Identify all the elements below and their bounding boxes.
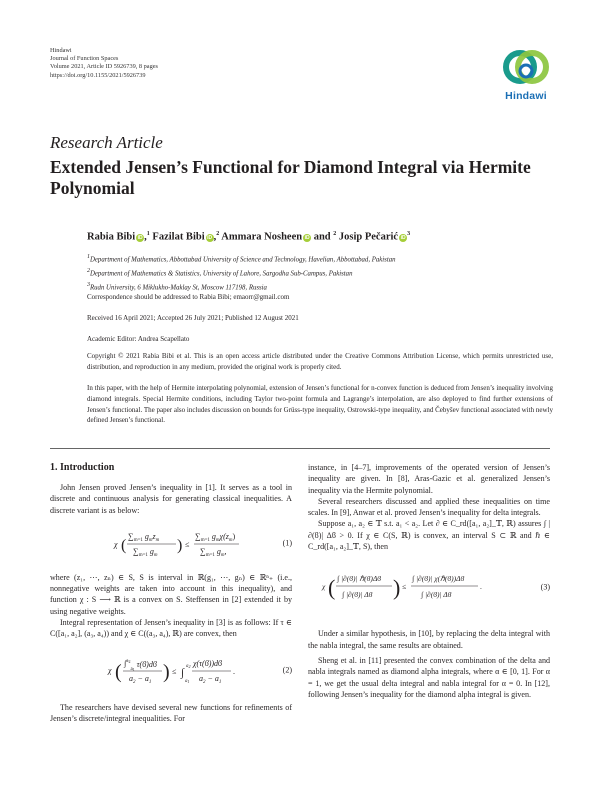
journal-doi[interactable]: https://doi.org/10.1155/2021/5926739 (50, 71, 146, 79)
dates: Received 16 April 2021; Accepted 26 July 2021; Published 12 August 2021 (87, 314, 299, 322)
hindawi-logo-text: Hindawi (505, 90, 547, 102)
paragraph: Under a similar hypothesis, in [10], by replacing the delta integral with the nabla integral, the same results are obtained. (308, 629, 550, 650)
abstract: In this paper, with the help of Hermite interpolating polynomial, extension of Jensen’s functional for n-convex function is deduced from Jensen’s inequality involving diamond integrals. Special Hermite conditions, including Taylor two-point formula and Lagrange’s interpolation, are also deployed to find further extensions of Jensen’s functional. The paper also includes discussion on bounds for Grüss-type inequality, Ostrowski-type inequality, and Čebyšev functional associated with newly defined Jensen’s functional. (87, 384, 553, 425)
equation-2-math (50, 644, 250, 696)
paragraph: Sheng et al. in [11] presented the convex combination of the delta and nabla integrals named as diamond alpha integrals, where α ∈ [0, 1]. For α = 1, we get the usual delta integral and nabla integral for α = 0. In [12], following Jensen’s inequality for the diamond alpha integral is given. (308, 655, 550, 699)
paragraph: The researchers have devised several new functions for refinements of Jensen’s discrete/integral inequalities. For (50, 702, 292, 723)
orcid-icon[interactable]: iD (400, 234, 406, 241)
equation-number: (2) (282, 665, 292, 675)
equation-3-math (308, 558, 533, 616)
author-list: Rabia Bibi iD ,$^1$ Fazilat Bibi iD ,$^2$ Ammara Nosheen iD and $^2$ Josip Pečarić $iD^3$ (87, 231, 411, 243)
svg-text:(: ( (115, 660, 122, 683)
section-heading: 1. Introduction (50, 462, 115, 473)
journal-publisher: Hindawi (50, 47, 72, 54)
svg-text:(: ( (121, 536, 127, 554)
divider (50, 448, 550, 449)
equation-3 (308, 558, 550, 616)
svg-text:χ(τ(ϐ))dϐ: χ(τ(ϐ))dϐ (193, 658, 223, 668)
equation-1-math (50, 518, 240, 568)
equation-number: (3) (540, 582, 550, 592)
journal-info (50, 47, 158, 80)
svg-text:∑m=1 gm,: $\sum_{m=1}$ $g_m$, (200, 546, 227, 558)
svg-text:≤: ≤ (172, 666, 177, 676)
article-title: Extended Jensen’s Functional for Diamond Integral via Hermite Polynomial (50, 157, 531, 198)
author-name[interactable]: Ammara Nosheen (221, 231, 303, 243)
equation-1 (50, 518, 292, 568)
paragraph: Integral representation of Jensen’s inequality in [3] is as follows: If τ ∈ C([a₁, a₂], (a₃, a₄)) and χ ∈ C((a₃, a₄), ℝ) are convex, then (50, 618, 292, 639)
svg-text:): ) (163, 660, 170, 683)
copyright: Copyright © 2021 Rabia Bibi et al. This is an open access article distributed under the Creative Commons Attribution License, which permits unrestricted use, distribution, and reproduction in any medium, provided the original work is properly cited. (87, 352, 553, 371)
orcid-icon[interactable]: iD (137, 234, 143, 241)
svg-text:≤: ≤ (402, 582, 407, 592)
svg-text:): ) (393, 575, 401, 601)
academic-editor: Academic Editor: Andrea Scapellato (87, 335, 190, 343)
paragraph: instance, in [4–7], improvements of the operated version of Jensen’s inequality are given. In [8], Aras-Gazic et al. generalized Jensen’s inequality via the Hermite polynomial. (308, 463, 550, 495)
svg-text:∫ |∂(ϐ)| Δϐ: ∫ |∂(ϐ)| Δϐ (421, 590, 452, 600)
article-type: Research Article (50, 133, 163, 152)
paragraph: where (z₁, ⋯, zₙ) ∈ S, S is interval in ℝ(g₁, ⋯, gₙ) ∈ ℝⁿ₊ (i.e., nonnegative weights are taken into account in this inequality), and function χ : S ⟶ ℝ is a convex on S. Steffensen in [2] extended it by using negative weights. (50, 572, 292, 616)
affiliation: $^3$Rudn University, 6 Miklukho-Maklay St, Moscow 117198, Russia (87, 281, 267, 291)
svg-text:∫ |∂(ϐ)| Δϐ: ∫ |∂(ϐ)| Δϐ (342, 590, 373, 600)
author-name[interactable]: Rabia Bibi (87, 231, 136, 243)
svg-text:a2: $a_2$ (186, 663, 191, 669)
author-name[interactable]: Josip Pečarić (338, 231, 399, 243)
right-column (308, 462, 550, 700)
svg-text:χ: χ (108, 665, 112, 675)
paragraph: Suppose a₁, a₂ ∈ 𝕋 s.t. a₁ < a₂. Let ∂ ∈ C_rd([a₁, a₂]_𝕋, ℝ) assures ∫ |∂(ϐ)| Δϐ > 0. If χ ∈ C(S, ℝ) is convex, an interval S ⊂ ℝ and ℏ ∈ C_rd([a₁, a₂]_𝕋, S), then (308, 519, 550, 552)
journal-volume: Volume 2021, Article ID 5926739, 8 pages (50, 63, 158, 71)
journal-name: Journal of Function Spaces (50, 55, 119, 63)
svg-text:a2 − a1: $a_2 - a_1$ (129, 673, 152, 685)
equation-2 (50, 644, 292, 696)
svg-text:.: . (480, 582, 482, 592)
left-column (50, 482, 292, 724)
affiliation: $^1$Department of Mathematics, Abbottabad University of Science and Technology, Havelian, Abbottabad, Pakistan (87, 254, 396, 264)
orcid-icon[interactable]: iD (207, 234, 213, 241)
svg-text:∑m=1 gmzm: $\sum_{m=1}$ $g_mz_m$ (128, 531, 160, 543)
svg-text:≤: ≤ (185, 539, 190, 549)
author-name[interactable]: Fazilat Bibi (152, 231, 205, 243)
orcid-icon[interactable]: iD (304, 234, 310, 241)
svg-text:∑m=1 gmχ(zm): $\sum_{m=1}$ $g_m\chi(z_m)$ (195, 531, 236, 543)
affiliations (87, 252, 396, 293)
correspondence: Correspondence should be addressed to Rabia Bibi; emaorr@gmail.com (87, 293, 290, 301)
svg-text:a2 − a1: $a_2 - a_1$ (199, 673, 222, 685)
svg-text:∫ |∂(ϐ)| ℏ(ϐ)Δϐ: ∫ |∂(ϐ)| ℏ(ϐ)Δϐ (337, 574, 381, 584)
svg-text:∫ |∂(ϐ)| χ(ℏ(ϐ))Δϐ: ∫ |∂(ϐ)| χ(ℏ(ϐ))Δϐ (412, 574, 465, 584)
svg-text:χ: χ (322, 582, 326, 592)
svg-text:(: ( (328, 575, 336, 601)
equation-number: (1) (282, 538, 292, 548)
affiliation: $^2$Department of Mathematics & Statistics, University of Lahore, Sargodha Sub-Campus, Pakistan (87, 267, 353, 278)
svg-text:∫: ∫ (181, 666, 185, 679)
svg-text:χ: χ (114, 539, 118, 549)
svg-text:∫a2a1 τ(ϐ)dϐ: $\int^a2_a1$ τ(ϐ)dϐ (124, 658, 157, 672)
svg-text:a1: $a_1$ (185, 678, 190, 684)
svg-text:∑m=1 gm: $\sum_{m=1}$ $g_m$ (133, 546, 158, 558)
svg-text:.: . (233, 666, 235, 676)
paragraph: Several researchers discussed and applied these inequalities on time scales. In [9], Anwar et al. proved Jensen’s inequality for delta integrals. (308, 496, 550, 518)
svg-text:): ) (177, 536, 183, 554)
paragraph: John Jensen proved Jensen’s inequality in [1]. It serves as a tool in discrete and continuous analysis for generating classical inequalities. A discrete variant is as below: (50, 483, 292, 515)
